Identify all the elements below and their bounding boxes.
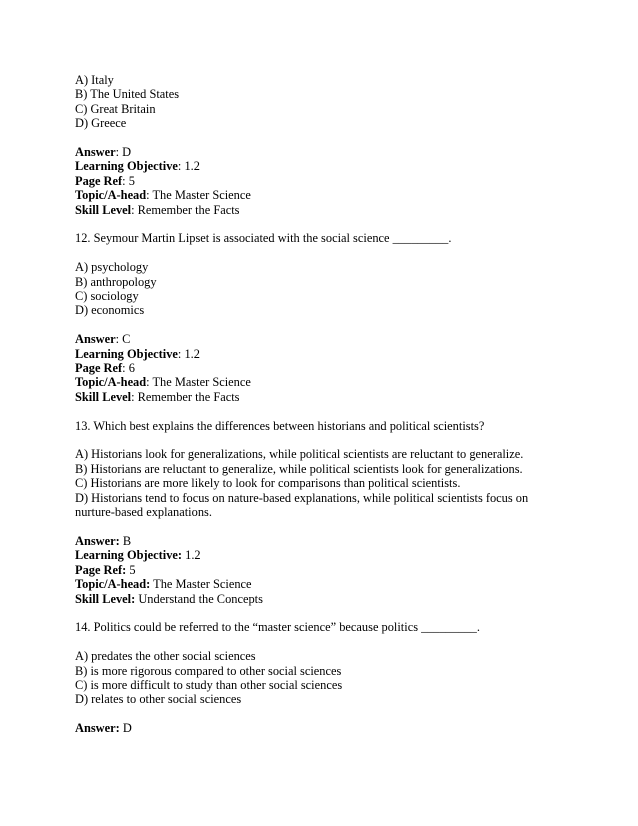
answer-label: Answer: xyxy=(75,721,120,736)
q13-answer xyxy=(75,534,565,548)
spacer xyxy=(75,520,565,534)
skill-level-label: Skill Level xyxy=(75,202,132,217)
page-content xyxy=(75,73,565,736)
page-ref-value: 5 xyxy=(128,173,135,188)
separator: : xyxy=(115,145,123,160)
separator: : xyxy=(146,188,153,203)
skill-level-value: Remember the Facts xyxy=(137,389,240,404)
answer-value: D xyxy=(122,721,132,736)
q13-topic xyxy=(75,577,565,591)
q11-option-b: B) The United States xyxy=(75,87,180,102)
q14-option-a: A) predates the other social sciences xyxy=(75,649,256,664)
skill-level-value: Remember the Facts xyxy=(137,202,240,217)
q11-answer xyxy=(75,145,565,159)
q13-page-ref xyxy=(75,563,565,577)
spacer xyxy=(75,217,565,231)
page-ref-label: Page Ref xyxy=(75,173,123,188)
q12-option-c: C) sociology xyxy=(75,289,139,304)
q13-option-b: B) Historians are reluctant to generalize, while political scientists look for generalizations. xyxy=(75,461,523,476)
q13-options xyxy=(75,447,565,519)
learning-objective-value: 1.2 xyxy=(184,159,200,174)
separator: : xyxy=(122,173,129,188)
spacer xyxy=(75,131,565,145)
q13-learning-objective xyxy=(75,548,565,562)
q12-option-d: D) economics xyxy=(75,303,145,318)
topic-label: Topic/A-head: xyxy=(75,577,151,592)
q13-meta xyxy=(75,534,565,606)
spacer xyxy=(75,606,565,620)
answer-label: Answer: xyxy=(75,533,120,548)
answer-label: Answer xyxy=(75,332,116,347)
spacer xyxy=(75,246,565,260)
page-ref-label: Page Ref xyxy=(75,361,123,376)
q11-topic xyxy=(75,188,565,202)
q12-skill-level xyxy=(75,390,565,404)
q12-answer xyxy=(75,332,565,346)
learning-objective-label: Learning Objective xyxy=(75,159,178,174)
topic-value: The Master Science xyxy=(152,375,251,390)
q12-meta xyxy=(75,332,565,404)
spacer xyxy=(75,433,565,447)
q14-options xyxy=(75,649,565,707)
q12-question: 12. Seymour Martin Lipset is associated with the social science _________. xyxy=(75,231,452,246)
q13-option-c: C) Historians are more likely to look for comparisons than political scientists. xyxy=(75,476,461,491)
q13-option-a: A) Historians look for generalizations, while political scientists are reluctant to generalize. xyxy=(75,447,524,462)
q14-question: 14. Politics could be referred to the “master science” because politics _________. xyxy=(75,620,480,635)
q12-option-b: B) anthropology xyxy=(75,274,157,289)
q11-options xyxy=(75,73,565,131)
topic-value: The Master Science xyxy=(153,577,252,592)
q12-options xyxy=(75,260,565,318)
separator: : xyxy=(177,346,185,361)
spacer xyxy=(75,707,565,721)
page-ref-label: Page Ref: xyxy=(75,562,127,577)
spacer xyxy=(75,635,565,649)
q14-answer xyxy=(75,721,565,735)
q14-option-b: B) is more rigorous compared to other social sciences xyxy=(75,663,342,678)
learning-objective-label: Learning Objective xyxy=(75,346,178,361)
q11-meta xyxy=(75,145,565,217)
q12-option-a: A) psychology xyxy=(75,260,149,275)
separator: : xyxy=(146,375,153,390)
topic-label: Topic/A-head xyxy=(75,188,147,203)
q12-page-ref xyxy=(75,361,565,375)
q11-option-d: D) Greece xyxy=(75,116,127,131)
spacer xyxy=(75,404,565,418)
learning-objective-value: 1.2 xyxy=(185,548,201,563)
answer-label: Answer xyxy=(75,145,116,160)
q13-skill-level xyxy=(75,592,565,606)
skill-level-label: Skill Level xyxy=(75,389,132,404)
topic-value: The Master Science xyxy=(152,188,251,203)
q11-skill-level xyxy=(75,203,565,217)
spacer xyxy=(75,318,565,332)
q11-option-a: A) Italy xyxy=(75,73,114,87)
q12-topic xyxy=(75,375,565,389)
q13-option-d: D) Historians tend to focus on nature-based explanations, while political scientists focus on nurture-based explanations. xyxy=(75,490,529,520)
page-ref-value: 6 xyxy=(128,361,135,376)
q14-meta xyxy=(75,721,565,735)
skill-level-value: Understand the Concepts xyxy=(138,591,263,606)
topic-label: Topic/A-head xyxy=(75,375,147,390)
skill-level-label: Skill Level: xyxy=(75,591,136,606)
separator: : xyxy=(177,159,185,174)
separator: : xyxy=(131,389,138,404)
page-ref-value: 5 xyxy=(129,562,136,577)
learning-objective-value: 1.2 xyxy=(184,346,200,361)
q12-learning-objective xyxy=(75,347,565,361)
q11-option-c: C) Great Britain xyxy=(75,101,156,116)
answer-value: C xyxy=(122,332,131,347)
q11-learning-objective xyxy=(75,159,565,173)
q13-question: 13. Which best explains the differences between historians and political scientists? xyxy=(75,418,485,433)
q14-option-c: C) is more difficult to study than other social sciences xyxy=(75,677,343,692)
q11-page-ref xyxy=(75,174,565,188)
separator: : xyxy=(122,361,129,376)
answer-value: D xyxy=(122,145,132,160)
learning-objective-label: Learning Objective: xyxy=(75,548,183,563)
q14-option-d: D) relates to other social sciences xyxy=(75,692,242,707)
separator: : xyxy=(131,202,138,217)
separator: : xyxy=(115,332,123,347)
answer-value: B xyxy=(122,533,132,548)
